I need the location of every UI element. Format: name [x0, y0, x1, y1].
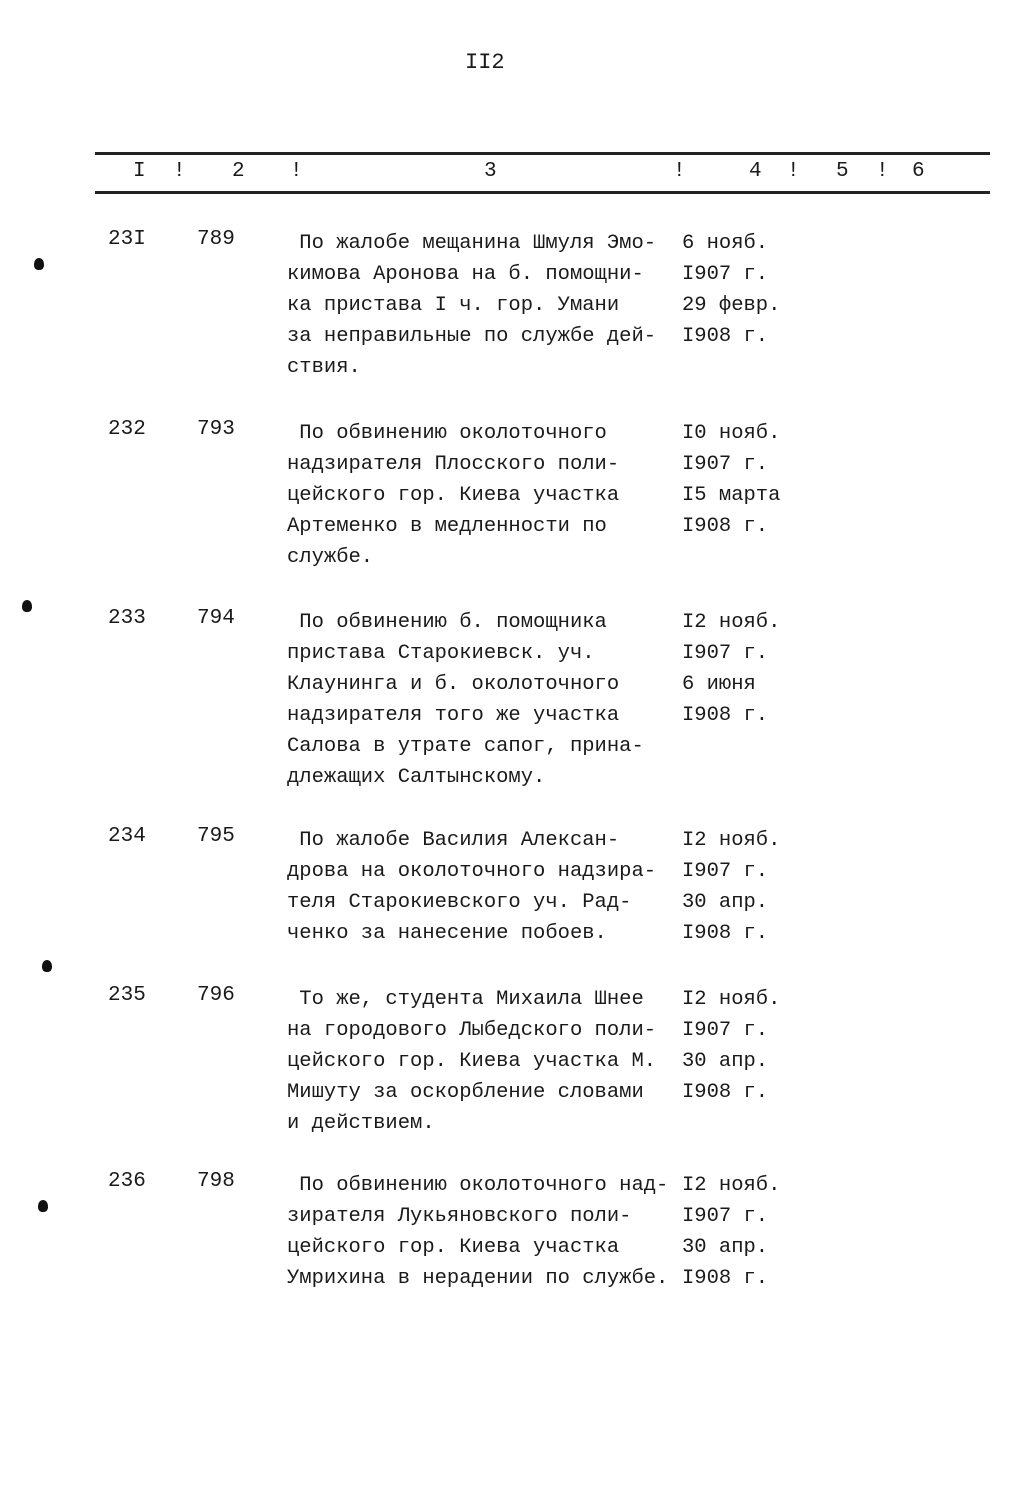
description-line: кимова Аронова на б. помощни- — [287, 263, 644, 286]
date-line: 30 апр. — [682, 1050, 769, 1073]
description-line: По обвинению околоточного над- — [287, 1174, 669, 1197]
description-line: теля Старокиевского уч. Рад- — [287, 891, 632, 914]
description-line: длежащих Салтынскому. — [287, 766, 546, 789]
header-sep: ! — [173, 160, 186, 183]
date-line: I907 г. — [682, 642, 769, 665]
date-line: I908 г. — [682, 515, 769, 538]
date-line: 29 февр. — [682, 294, 781, 317]
description-line: дрова на околоточного надзира- — [287, 860, 657, 883]
item-number: 236 — [108, 1170, 146, 1193]
item-number: 232 — [108, 418, 146, 441]
description — [287, 1170, 668, 1294]
description — [287, 825, 656, 949]
dates — [682, 607, 780, 731]
date-line: I908 г. — [682, 1081, 769, 1104]
description-line: Клаунинга и б. околоточного — [287, 673, 620, 696]
file-number: 796 — [197, 984, 235, 1007]
description-line: пристава Старокиевск. уч. — [287, 642, 595, 665]
description-line: ченко за нанесение побоев. — [287, 922, 607, 945]
description-line: надзирателя Плосского поли- — [287, 453, 620, 476]
file-number: 798 — [197, 1170, 235, 1193]
description — [287, 984, 656, 1139]
header-sep: ! — [876, 160, 889, 183]
page-number: II2 — [465, 50, 505, 75]
date-line: I2 нояб. — [682, 1174, 781, 1197]
date-line: 6 нояб. — [682, 232, 769, 255]
description-line: надзирателя того же участка — [287, 704, 620, 727]
date-line: I907 г. — [682, 1019, 769, 1042]
header-sep: ! — [290, 160, 303, 183]
dates — [682, 228, 780, 352]
punch-hole-mark — [42, 960, 52, 972]
header-col-4: 4 — [749, 160, 762, 183]
description — [287, 228, 656, 383]
date-line: I2 нояб. — [682, 611, 781, 634]
item-number: 235 — [108, 984, 146, 1007]
description-line: на городового Лыбедского поли- — [287, 1019, 657, 1042]
date-line: I907 г. — [682, 1205, 769, 1228]
header-top-rule — [95, 152, 990, 155]
punch-hole-mark — [22, 600, 32, 612]
description — [287, 418, 619, 573]
description-line: Салова в утрате сапог, прина- — [287, 735, 644, 758]
header-col-6: 6 — [912, 160, 925, 183]
date-line: I2 нояб. — [682, 829, 781, 852]
date-line: I908 г. — [682, 325, 769, 348]
description-line: По жалобе Василия Алексан- — [287, 829, 620, 852]
description-line: По обвинению б. помощника — [287, 611, 607, 634]
date-line: 6 июня — [682, 673, 756, 696]
description — [287, 607, 644, 793]
date-line: I908 г. — [682, 1267, 769, 1290]
date-line: I2 нояб. — [682, 988, 781, 1011]
date-line: 30 апр. — [682, 891, 769, 914]
description-line: зирателя Лукьяновского поли- — [287, 1205, 632, 1228]
description-line: По обвинению околоточного — [287, 422, 607, 445]
item-number: 234 — [108, 825, 146, 848]
item-number: 23I — [108, 228, 146, 251]
punch-hole-mark — [38, 1200, 48, 1212]
date-line: I908 г. — [682, 922, 769, 945]
date-line: I908 г. — [682, 704, 769, 727]
header-sep: ! — [787, 160, 800, 183]
date-line: 30 апр. — [682, 1236, 769, 1259]
date-line: I0 нояб. — [682, 422, 781, 445]
date-line: I907 г. — [682, 263, 769, 286]
date-line: I907 г. — [682, 860, 769, 883]
description-line: Артеменко в медленности по — [287, 515, 607, 538]
header-sep: ! — [673, 160, 686, 183]
header-col-5: 5 — [836, 160, 849, 183]
file-number: 789 — [197, 228, 235, 251]
header-col-3: 3 — [484, 160, 497, 183]
dates — [682, 984, 780, 1108]
description-line: То же, студента Михаила Шнее — [287, 988, 644, 1011]
description-line: за неправильные по службе дей- — [287, 325, 657, 348]
description-line: Умрихина в нерадении по службе. — [287, 1267, 669, 1290]
description-line: По жалобе мещанина Шмуля Эмо- — [287, 232, 657, 255]
file-number: 794 — [197, 607, 235, 630]
description-line: ка пристава I ч. гор. Умани — [287, 294, 620, 317]
description-line: цейского гор. Киева участка — [287, 484, 620, 507]
dates — [682, 418, 780, 542]
punch-hole-mark — [34, 258, 44, 270]
header-bottom-rule — [95, 191, 990, 194]
item-number: 233 — [108, 607, 146, 630]
description-line: ствия. — [287, 356, 361, 379]
file-number: 793 — [197, 418, 235, 441]
description-line: и действием. — [287, 1112, 435, 1135]
description-line: цейского гор. Киева участка М. — [287, 1050, 657, 1073]
header-col-2: 2 — [232, 160, 245, 183]
dates — [682, 825, 780, 949]
dates — [682, 1170, 780, 1294]
date-line: I907 г. — [682, 453, 769, 476]
file-number: 795 — [197, 825, 235, 848]
description-line: Мишуту за оскорбление словами — [287, 1081, 644, 1104]
header-col-1: I — [133, 160, 146, 183]
description-line: службе. — [287, 546, 374, 569]
description-line: цейского гор. Киева участка — [287, 1236, 620, 1259]
date-line: I5 марта — [682, 484, 781, 507]
